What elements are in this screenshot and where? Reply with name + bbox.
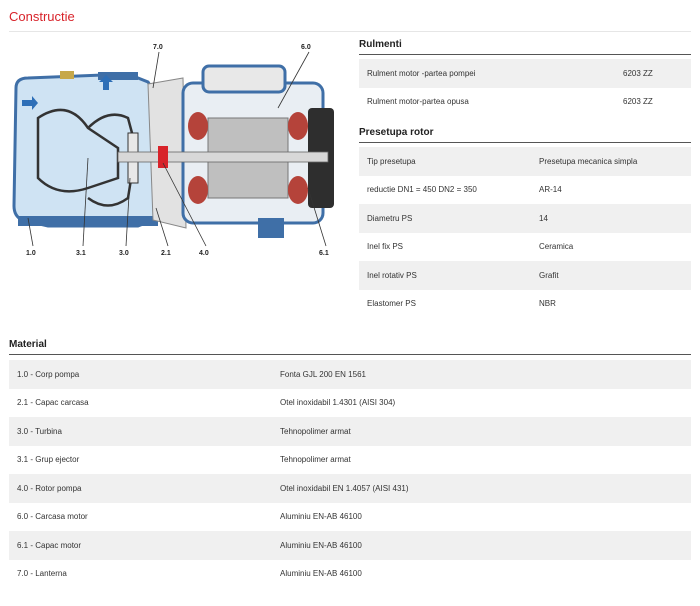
material-part: 3.1 - Grup ejector <box>9 446 272 475</box>
rulmenti-value: 6203 ZZ <box>615 88 691 117</box>
winding-left-top <box>188 112 208 140</box>
rulmenti-divider <box>359 54 691 55</box>
presetupa-value: 14 <box>531 204 691 233</box>
presetupa-table <box>359 147 691 318</box>
winding-left-bottom <box>188 176 208 204</box>
seal-shape <box>158 146 168 168</box>
rulmenti-title: Rulmenti <box>359 39 402 50</box>
rulmenti-name: Rulment motor-partea opusa <box>359 88 615 117</box>
presetupa-value: Ceramica <box>531 233 691 262</box>
table-row <box>9 360 691 389</box>
material-part: 2.1 - Capac carcasa <box>9 389 272 418</box>
table-row <box>9 560 691 589</box>
table-row <box>359 261 691 290</box>
presetupa-divider <box>359 142 691 143</box>
table-row <box>9 417 691 446</box>
material-part: 4.0 - Rotor pompa <box>9 474 272 503</box>
presetupa-value: NBR <box>531 290 691 319</box>
material-divider <box>9 354 691 355</box>
label-3-0: 3.0 <box>119 250 129 257</box>
label-7-0: 7.0 <box>153 44 163 51</box>
presetupa-name: Diametru PS <box>359 204 531 233</box>
shaft-shape <box>118 152 328 162</box>
material-value: Aluminiu EN-AB 46100 <box>272 503 691 532</box>
winding-right-bottom <box>288 176 308 204</box>
table-row <box>359 204 691 233</box>
table-row <box>9 446 691 475</box>
presetupa-name: Inel fix PS <box>359 233 531 262</box>
motor-foot <box>258 218 284 238</box>
table-row <box>9 531 691 560</box>
presetupa-value: Presetupa mecanica simpla <box>531 147 691 176</box>
page-title: Constructie <box>9 9 75 24</box>
rulmenti-value: 6203 ZZ <box>615 59 691 88</box>
table-row <box>359 59 691 88</box>
material-value: Aluminiu EN-AB 46100 <box>272 531 691 560</box>
material-part: 7.0 - Lanterna <box>9 560 272 589</box>
winding-right-top <box>288 112 308 140</box>
table-row <box>359 88 691 117</box>
material-part: 6.1 - Capac motor <box>9 531 272 560</box>
presetupa-value: Grafit <box>531 261 691 290</box>
table-row <box>359 176 691 205</box>
table-row <box>9 474 691 503</box>
table-row <box>359 290 691 319</box>
label-1-0: 1.0 <box>26 250 36 257</box>
presetupa-name: reductie DN1 = 450 DN2 = 350 <box>359 176 531 205</box>
material-value: Aluminiu EN-AB 46100 <box>272 560 691 589</box>
label-3-1: 3.1 <box>76 250 86 257</box>
material-part: 1.0 - Corp pompa <box>9 360 272 389</box>
label-6-1: 6.1 <box>319 250 329 257</box>
table-row <box>359 147 691 176</box>
pump-base-shape <box>18 216 158 226</box>
material-value: Otel inoxidabil 1.4301 (AISI 304) <box>272 389 691 418</box>
material-value: Otel inoxidabil EN 1.4057 (AISI 431) <box>272 474 691 503</box>
title-divider <box>9 31 691 32</box>
presetupa-title: Presetupa rotor <box>359 127 434 138</box>
table-row <box>359 233 691 262</box>
material-value: Tehnopolimer armat <box>272 417 691 446</box>
pump-cross-section-diagram <box>8 38 346 260</box>
table-row <box>9 503 691 532</box>
label-2-1: 2.1 <box>161 250 171 257</box>
material-part: 6.0 - Carcasa motor <box>9 503 272 532</box>
motor-cap <box>203 66 285 92</box>
rulmenti-table <box>359 59 691 116</box>
material-table <box>9 360 691 588</box>
material-value: Tehnopolimer armat <box>272 446 691 475</box>
label-4-0: 4.0 <box>199 250 209 257</box>
presetupa-name: Inel rotativ PS <box>359 261 531 290</box>
presetupa-name: Tip presetupa <box>359 147 531 176</box>
presetupa-value: AR-14 <box>531 176 691 205</box>
brass-plug <box>60 71 74 79</box>
label-6-0: 6.0 <box>301 44 311 51</box>
table-row <box>9 389 691 418</box>
rulmenti-name: Rulment motor -partea pompei <box>359 59 615 88</box>
material-title: Material <box>9 339 47 350</box>
presetupa-name: Elastomer PS <box>359 290 531 319</box>
material-part: 3.0 - Turbina <box>9 417 272 446</box>
material-value: Fonta GJL 200 EN 1561 <box>272 360 691 389</box>
